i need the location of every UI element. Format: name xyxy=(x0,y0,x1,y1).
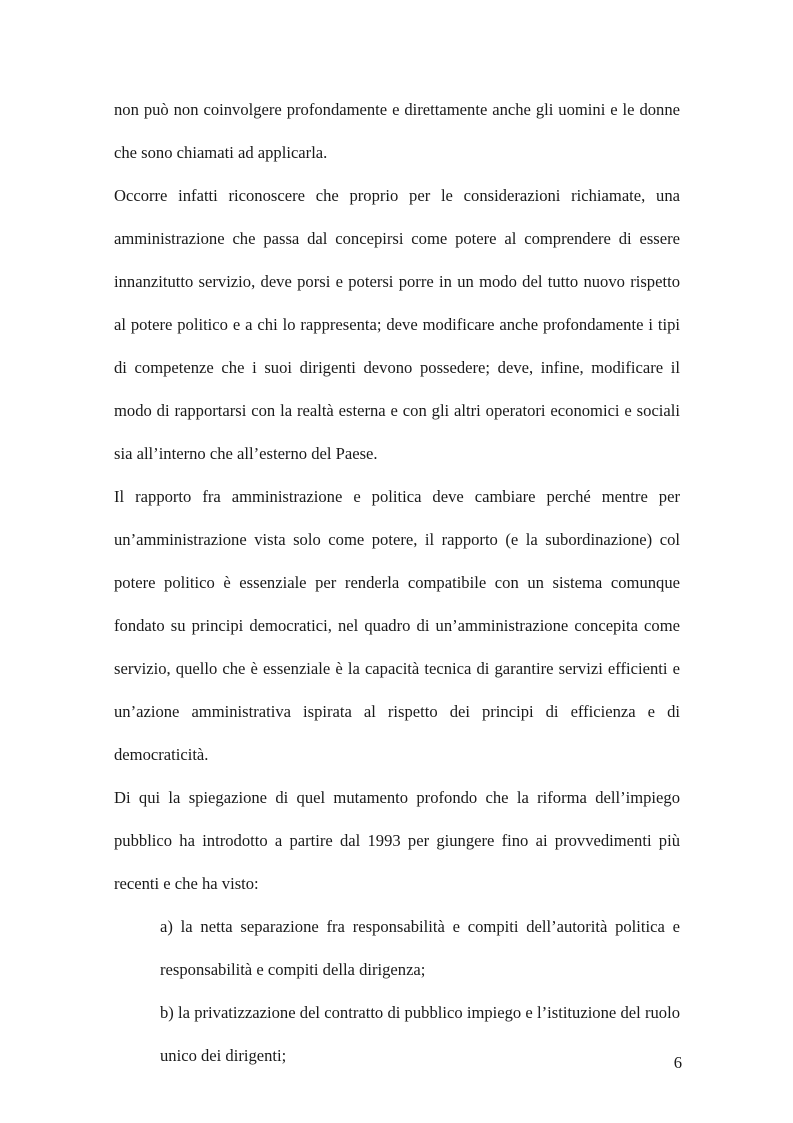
paragraph-administration-service: Occorre infatti riconoscere che proprio per le considerazioni richiamate, una amministrazione che passa dal concepirsi come potere al comprendere di essere innanzitutto servizio, deve porsi e potersi porre in un modo del tutto nuovo rispetto al potere politico e a chi lo rappresenta; deve modificare anche profondamente i tipi di competenze che i suoi dirigenti devono possedere; deve, infine, modificare il modo di rapportarsi con la realtà esterna e con gli altri operatori economici e sociali sia all’interno che all’esterno del Paese. xyxy=(114,186,680,463)
paragraph-continuation: non può non coinvolgere profondamente e direttamente anche gli uomini e le donne che sono chiamati ad applicarla. xyxy=(114,100,680,162)
page-number: 6 xyxy=(673,1053,682,1072)
list-item-b: b) la privatizzazione del contratto di pubblico impiego e l’istituzione del ruolo unico dei dirigenti; xyxy=(160,1003,680,1065)
body-text xyxy=(114,88,680,1077)
list-item-a: a) la netta separazione fra responsabilità e compiti dell’autorità politica e responsabilità e compiti della dirigenza; xyxy=(160,917,680,979)
paragraph-reform: Di qui la spiegazione di quel mutamento profondo che la riforma dell’impiego pubblico ha introdotto a partire dal 1993 per giungere fino ai provvedimenti più recenti e che ha visto: xyxy=(114,788,680,893)
paragraph-administration-politics: Il rapporto fra amministrazione e politica deve cambiare perché mentre per un’amministrazione vista solo come potere, il rapporto (e la subordinazione) col potere politico è essenziale per renderla compatibile con un sistema comunque fondato su principi democratici, nel quadro di un’amministrazione concepita come servizio, quello che è essenziale è la capacità tecnica di garantire servizi efficienti e un’azione amministrativa ispirata al rispetto dei principi di efficienza e di democraticità. xyxy=(114,487,680,764)
